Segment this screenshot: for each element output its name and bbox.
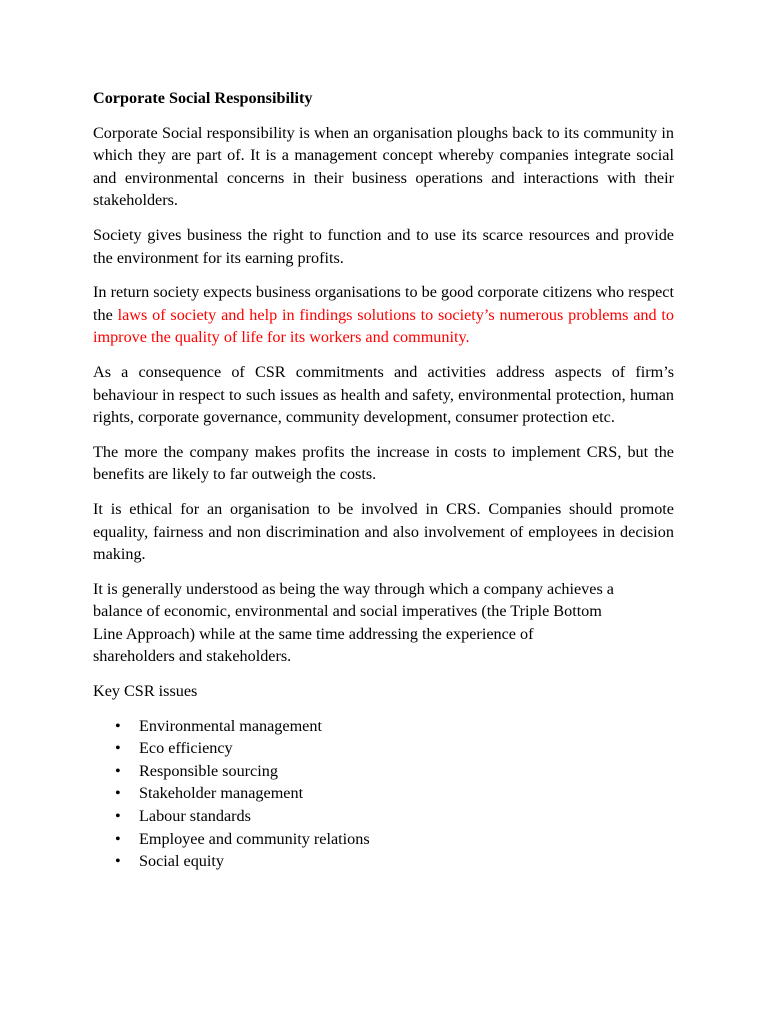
paragraph-definition: Corporate Social responsibility is when an organisation ploughs back to its community in which they are part of. It is a management concept whereby companies integrate social and environmental concerns in their business operations and interactions with their stakeholders. <box>93 123 674 210</box>
paragraph-society-gives: Society gives business the right to function and to use its scarce resources and provide the environment for its earning profits. <box>93 225 674 267</box>
document-page <box>93 87 674 873</box>
list-item <box>93 715 674 738</box>
list-item <box>93 805 674 828</box>
document-title: Corporate Social Responsibility <box>93 89 313 107</box>
paragraph-ethical: It is ethical for an organisation to be involved in CRS. Companies should promote equality, fairness and non discrimination and also involvement of employees in decision making. <box>93 499 674 564</box>
paragraph-consequence: As a consequence of CSR commitments and activities address aspects of firm’s behaviour in respect to such issues as health and safety, environmental protection, human rights, corporate governance, community development, consumer protection etc. <box>93 362 674 427</box>
list-item-label: Labour standards <box>139 807 251 826</box>
paragraph-lead-text: In return society expects business organisations to be good corporate citizens who respect the <box>93 283 674 324</box>
bullet-icon: • <box>115 739 121 758</box>
list-item-label: Responsible sourcing <box>139 761 278 780</box>
list-item <box>93 782 674 805</box>
paragraph-line: It is generally understood as being the way through which a company achieves a <box>93 579 614 598</box>
bullet-icon: • <box>115 807 121 826</box>
bullet-icon: • <box>115 852 121 871</box>
list-item-label: Employee and community relations <box>139 829 370 848</box>
bullet-icon: • <box>115 716 121 735</box>
list-item-label: Social equity <box>139 852 224 871</box>
paragraph-society-expects <box>93 281 674 349</box>
list-item <box>93 737 674 760</box>
list-item-label: Eco efficiency <box>139 739 233 758</box>
list-heading: Key CSR issues <box>93 682 198 701</box>
list-item <box>93 828 674 851</box>
paragraph-triple-bottom-line <box>93 578 674 668</box>
paragraph-line: balance of economic, environmental and social imperatives (the Triple Bottom <box>93 602 602 621</box>
list-item <box>93 850 674 873</box>
bullet-icon: • <box>115 784 121 803</box>
paragraph-line: Line Approach) while at the same time addressing the experience of <box>93 624 534 643</box>
paragraph-line: shareholders and stakeholders. <box>93 647 292 666</box>
paragraph-profits: The more the company makes profits the increase in costs to implement CRS, but the benefits are likely to far outweigh the costs. <box>93 442 674 484</box>
bullet-icon: • <box>115 829 121 848</box>
list-item <box>93 760 674 783</box>
highlighted-text: laws of society and help in findings solutions to society’s numerous problems and to improve the quality of life for its workers and community. <box>93 305 675 347</box>
csr-issues-list <box>93 715 674 873</box>
list-item-label: Stakeholder management <box>139 784 304 803</box>
list-item-label: Environmental management <box>139 716 322 735</box>
bullet-icon: • <box>115 761 121 780</box>
